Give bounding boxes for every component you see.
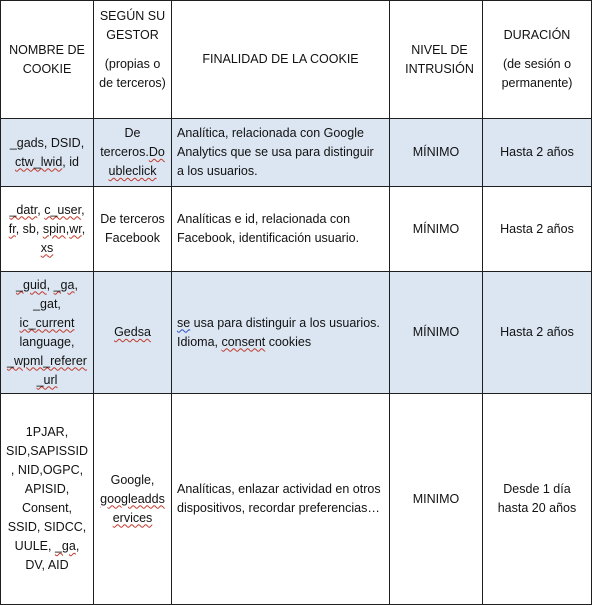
cookie-name-text: language,: [19, 334, 75, 349]
gestor-text: Google,: [110, 472, 155, 487]
gestor-text: De terceros.: [100, 126, 149, 159]
header-gestor: [94, 1, 172, 119]
header-duracion-sub: (de sesión o permanente): [501, 57, 573, 90]
intrusion-text: MÍNIMO: [412, 325, 460, 339]
duracion-cell: [483, 272, 592, 394]
intrusion-text: MÍNIMO: [412, 145, 460, 159]
finalidad-text: Analíticas e id, relacionada con Facebook, identificación usuario.: [177, 212, 360, 245]
gestor-text: De terceros Facebook: [100, 212, 165, 245]
header-cookie-name: [1, 1, 94, 119]
cookie-name-text: _guid: [16, 277, 47, 292]
duracion-text: Hasta 2 años: [500, 145, 574, 159]
cookie-name-text: _gads, DSID,: [9, 135, 85, 150]
intrusion-cell: [390, 187, 483, 272]
cookie-name-text: ,: [37, 202, 45, 217]
cookie-name-text: ctw_lwid: [15, 154, 63, 169]
gestor-cell: [94, 394, 172, 605]
cookie-name-text: , DV, AID: [25, 539, 80, 572]
intrusion-cell: [390, 119, 483, 187]
header-finalidad: [172, 1, 390, 119]
cookie-name-cell: [1, 394, 94, 605]
finalidad-text: cookies: [265, 334, 312, 349]
cookie-name-text: _ga: [53, 277, 75, 292]
cookie-name-text: ,: [81, 221, 86, 236]
duracion-text: Desde 1 día hasta 20 años: [497, 482, 577, 515]
cookie-name-text: _datr: [9, 202, 38, 217]
cookie-name-text: xs: [40, 240, 54, 255]
cookie-name-text: _wpml_referer_url: [7, 353, 87, 387]
header-cookie-name-text: NOMBRE DE COOKIE: [9, 42, 85, 76]
intrusion-text: MINIMO: [412, 491, 460, 506]
gestor-text: Gedsa: [114, 325, 151, 339]
cookie-name-text: , _gat,: [33, 277, 78, 311]
duracion-text: Hasta 2 años: [500, 221, 574, 236]
gestor-text: Doubleclick: [108, 145, 165, 178]
header-intrusion-text: NIVEL DE INTRUSIÓN: [405, 42, 474, 76]
gestor-text: googleaddservices: [100, 491, 165, 525]
intrusion-text: MÍNIMO: [412, 221, 460, 236]
table-row: [1, 394, 592, 605]
header-finalidad-text: FINALIDAD DE LA COOKIE: [202, 52, 359, 66]
cookie-name-text: , sb,: [15, 221, 43, 236]
cookie-name-cell: [1, 119, 94, 187]
duracion-cell: [483, 187, 592, 272]
header-duracion: [483, 1, 592, 119]
header-intrusion: [390, 1, 483, 119]
table-row: [1, 272, 592, 394]
cookie-name-text: 1PJAR, SID,SAPISSID, NID,OGPC, APISID, Consent, SSID, SIDCC, UULE,: [6, 425, 88, 553]
finalidad-cell: [172, 394, 390, 605]
gestor-cell: [94, 272, 172, 394]
table-row: [1, 187, 592, 272]
cookie-name-text: c_user: [44, 202, 82, 217]
gestor-cell: [94, 119, 172, 187]
cookie-name-text: _ga: [54, 539, 76, 553]
header-gestor-sub: (propias o de terceros): [99, 57, 166, 90]
duracion-text: Hasta 2 años: [500, 325, 574, 339]
finalidad-text: consent: [221, 334, 266, 349]
finalidad-cell: [172, 272, 390, 394]
duracion-cell: [483, 394, 592, 605]
cookie-name-text: ,: [81, 202, 85, 217]
cookie-name-text: ic_current: [19, 315, 75, 330]
table-row: [1, 119, 592, 187]
intrusion-cell: [390, 272, 483, 394]
cookie-name-cell: [1, 272, 94, 394]
finalidad-text: usa para distinguir a los usuarios. Idioma,: [177, 315, 380, 349]
duracion-cell: [483, 119, 592, 187]
finalidad-cell: [172, 119, 390, 187]
cookie-name-text: ,: [65, 221, 70, 236]
cookie-name-text: fr: [8, 221, 16, 236]
finalidad-text: Analíticas, enlazar actividad en otros dispositivos, recordar preferencias…: [177, 482, 381, 515]
header-duracion-title: DURACIÓN: [503, 28, 571, 42]
finalidad-text: Analítica, relacionada con Google Analytics que se usa para distinguir a los usuarios.: [177, 126, 374, 178]
header-gestor-title: SEGÚN SU GESTOR: [99, 9, 166, 42]
cookie-name-text: ,: [46, 277, 54, 292]
gestor-cell: [94, 187, 172, 272]
cookie-name-text: , id: [62, 154, 79, 169]
finalidad-cell: [172, 187, 390, 272]
cookie-name-text: spin: [42, 221, 66, 236]
header-row: [1, 1, 592, 119]
cookie-name-text: wr: [69, 221, 82, 236]
cookie-name-cell: [1, 187, 94, 272]
intrusion-cell: [390, 394, 483, 605]
finalidad-text: se: [177, 315, 191, 330]
